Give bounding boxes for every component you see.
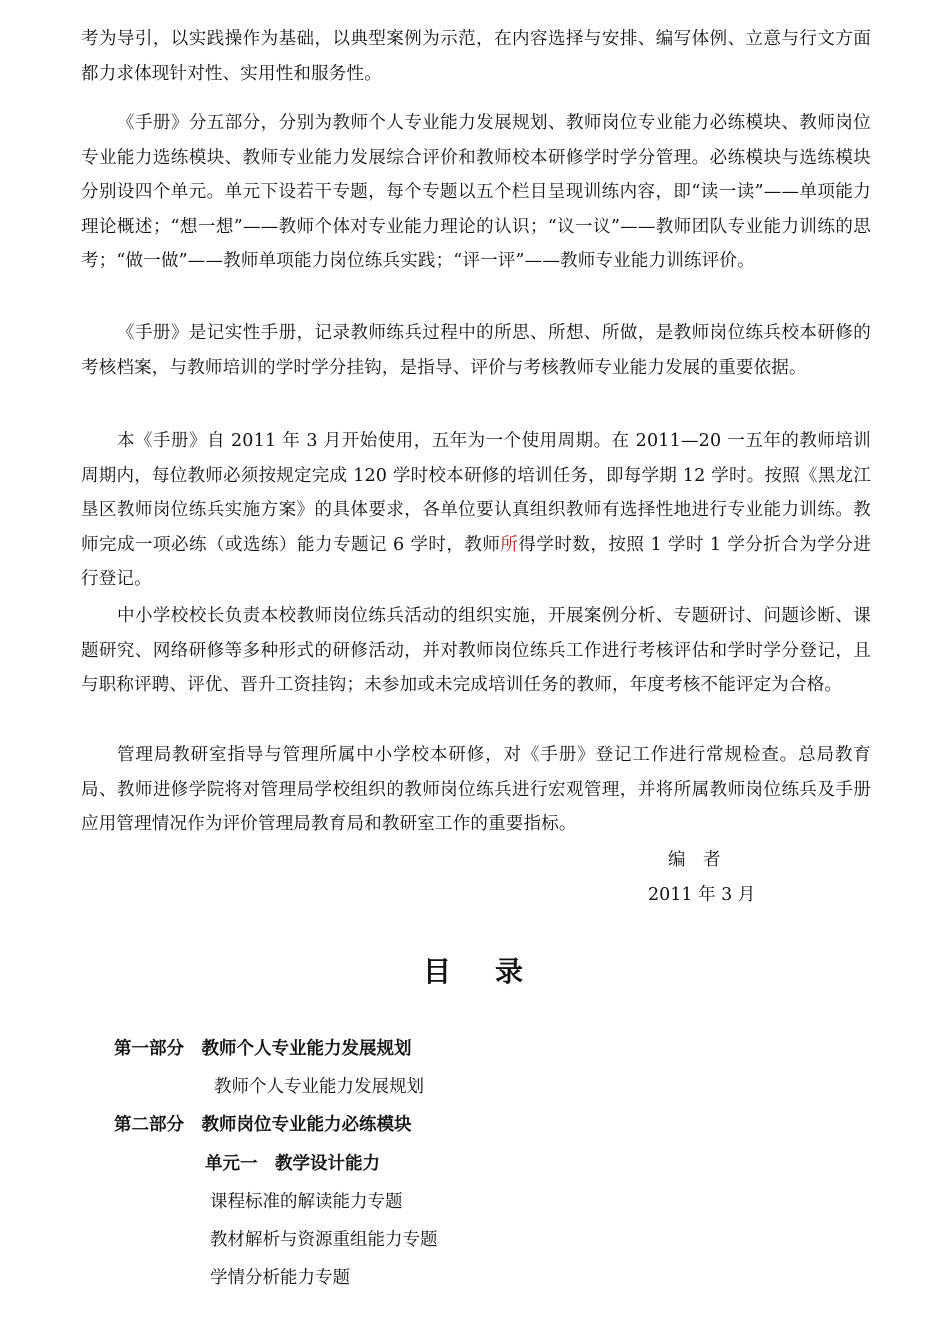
usage-text-before: 本《手册》自 2011 年 3 月开始使用，五年为一个使用周期。在 2011—20 一五年的教师培训周期内，每位教师必须按规定完成 120 学时校本研修的培训任务，即每学期 12 学时。按照《黑龙江垦区教师岗位练兵实施方案》的具体要求，各单位要认真组织教师有选择性地进行专业能力训练。教师完成一项必练（或选练）能力专题记 6 学时，教师 (81, 431, 871, 555)
signature-date: 2011 年 3 月 (648, 885, 756, 905)
toc-title: 目录 (422, 955, 567, 988)
toc-part-2: 第二部分 教师岗位专业能力必练模块 (114, 1115, 412, 1135)
toc-part-1: 第一部分 教师个人专业能力发展规划 (114, 1039, 412, 1059)
paragraph-principal-responsibility: 中小学校校长负责本校教师岗位练兵活动的组织实施，开展案例分析、专题研讨、问题诊断、课题研究、网络研修等多种形式的研修活动，并对教师岗位练兵工作进行考核评估和学时学分登记，且与职称评聘、评优、晋升工资挂钩；未参加或未完成培训任务的教师，年度考核不能评定为合格。 (81, 606, 871, 696)
paragraph-handbook-purpose: 《手册》是记实性手册，记录教师练兵过程中的所思、所想、所做，是教师岗位练兵校本研修的考核档案，与教师培训的学时学分挂钩，是指导、评价与考核教师专业能力发展的重要依据。 (81, 323, 871, 378)
paragraph-handbook-structure: 《手册》分五部分，分别为教师个人专业能力发展规划、教师岗位专业能力必练模块、教师岗位专业能力选练模块、教师专业能力发展综合评价和教师校本研修学时学分管理。必练模块与选练模块分别设四个单元。单元下设若干专题，每个专题以五个栏目呈现训练内容，即“读一读”——单项能力理论概述；“想一想”——教师个体对专业能力理论的认识；“议一议”——教师团队专业能力训练的思考；“做一做”——教师单项能力岗位练兵实践；“评一评”——教师专业能力训练评价。 (81, 113, 871, 272)
paragraph-usage-period (81, 424, 871, 597)
paragraph-intro-continued: 考为导引，以实践操作为基础，以典型案例为示范，在内容选择与安排、编写体例、立意与行文方面都力求体现针对性、实用性和服务性。 (81, 29, 871, 84)
toc-topic-learner-analysis: 学情分析能力专题 (210, 1268, 350, 1288)
highlighted-char: 所 (500, 534, 519, 555)
toc-unit-1: 单元一 教学设计能力 (205, 1154, 380, 1174)
usage-text-after: 得学时数，按照 1 学时 1 学分折合为学分进行登记。 (81, 534, 871, 590)
toc-topic-textbook-analysis: 教材解析与资源重组能力专题 (210, 1230, 438, 1250)
toc-item-personal-plan: 教师个人专业能力发展规划 (214, 1077, 424, 1097)
paragraph-management-oversight: 管理局教研室指导与管理所属中小学校本研修，对《手册》登记工作进行常规检查。总局教育局、教师进修学院将对管理局学校组织的教师岗位练兵进行宏观管理，并将所属教师岗位练兵及手册应用管理情况作为评价管理局教育局和教研室工作的重要指标。 (81, 745, 871, 835)
toc-topic-curriculum-standards: 课程标准的解读能力专题 (210, 1192, 403, 1212)
signature-author: 编 者 (668, 850, 721, 870)
